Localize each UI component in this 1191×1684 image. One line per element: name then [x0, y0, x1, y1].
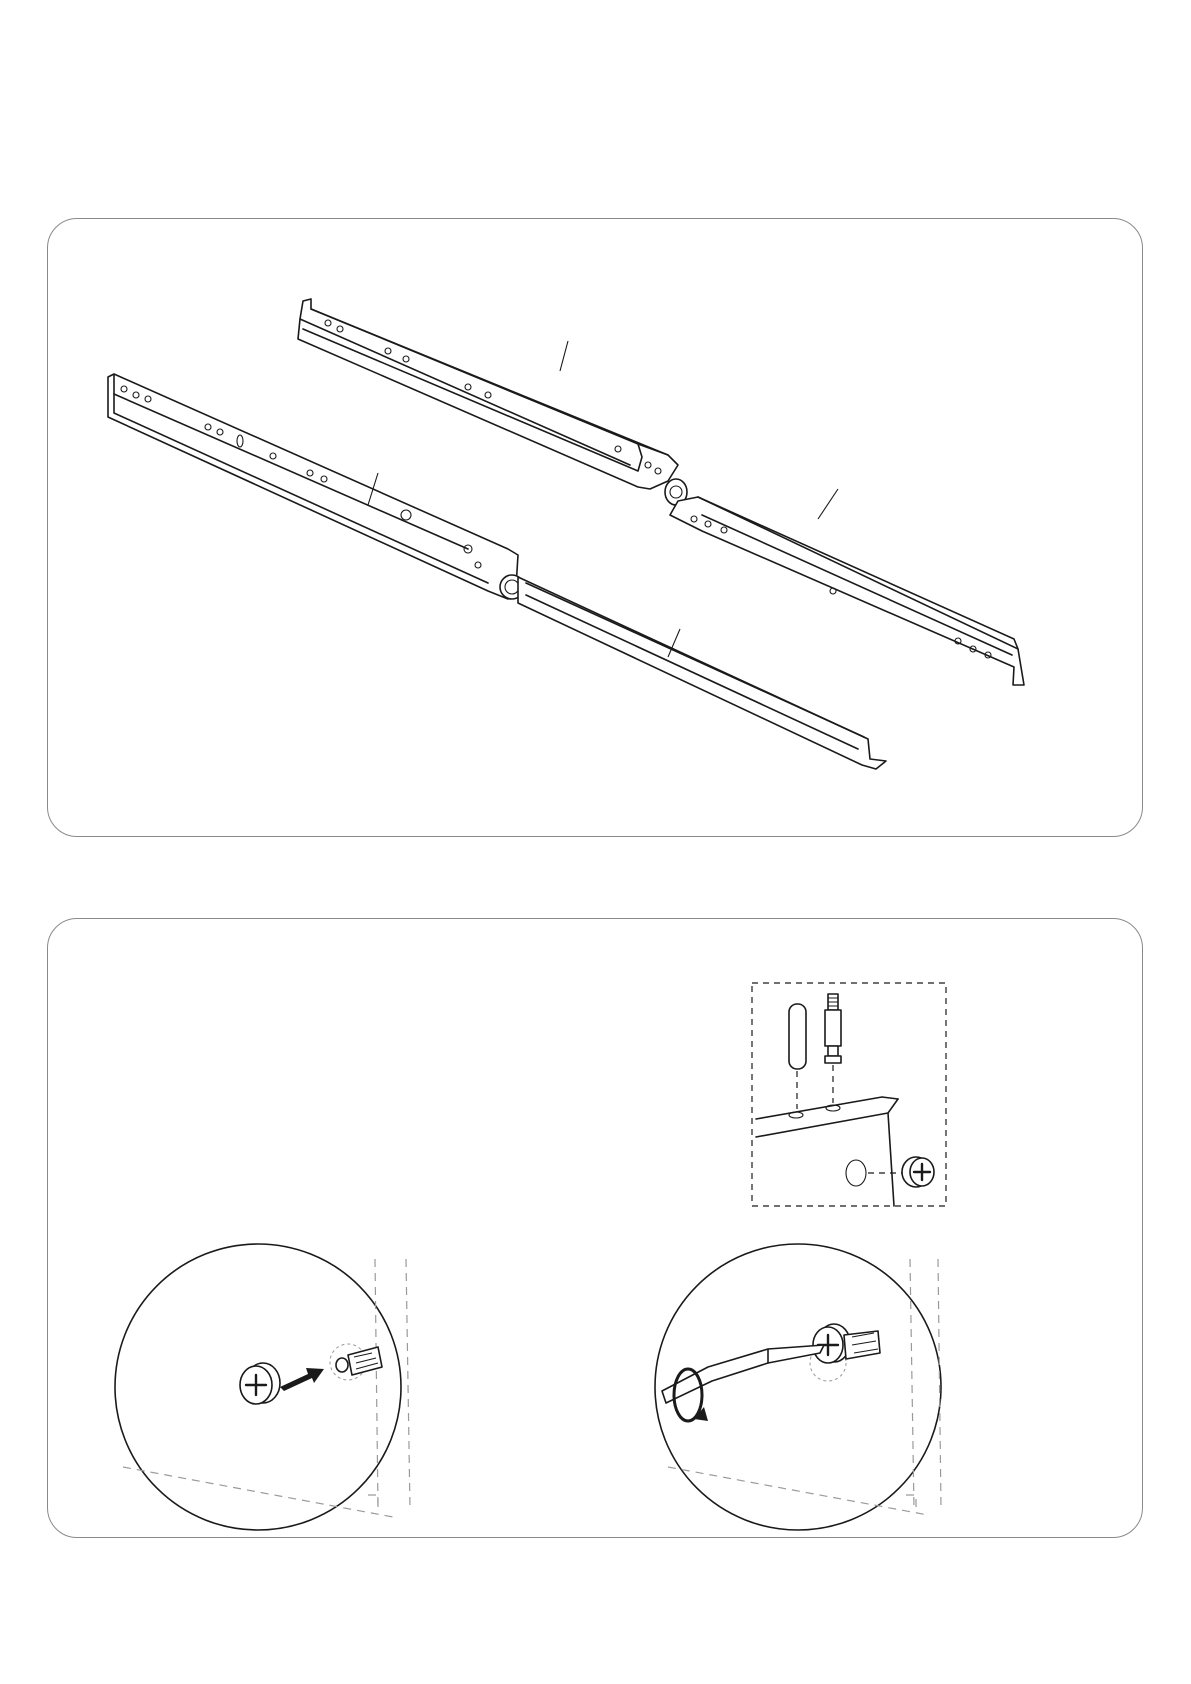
cam-lock-icon [868, 1157, 934, 1187]
drawer-rail-icon [298, 299, 678, 489]
drawer-rails-illustration [48, 219, 1144, 838]
cam-insert-detail [115, 1244, 410, 1530]
cam-tighten-detail [655, 1244, 941, 1530]
cam-fittings-illustration [48, 919, 1144, 1539]
screwdriver-icon [662, 1345, 824, 1403]
panel-cam-fittings [47, 918, 1143, 1538]
drawer-rail-icon [500, 575, 886, 769]
cam-lock-icon [240, 1363, 280, 1404]
panel-drawer-rails [47, 218, 1143, 837]
cam-bolt-icon [330, 1344, 382, 1380]
dowel-icon [789, 1004, 806, 1109]
drawer-rail-icon [665, 479, 1024, 685]
cam-bolt-icon [825, 994, 841, 1103]
push-arrow-icon [280, 1368, 324, 1391]
board-panel [756, 1097, 898, 1206]
